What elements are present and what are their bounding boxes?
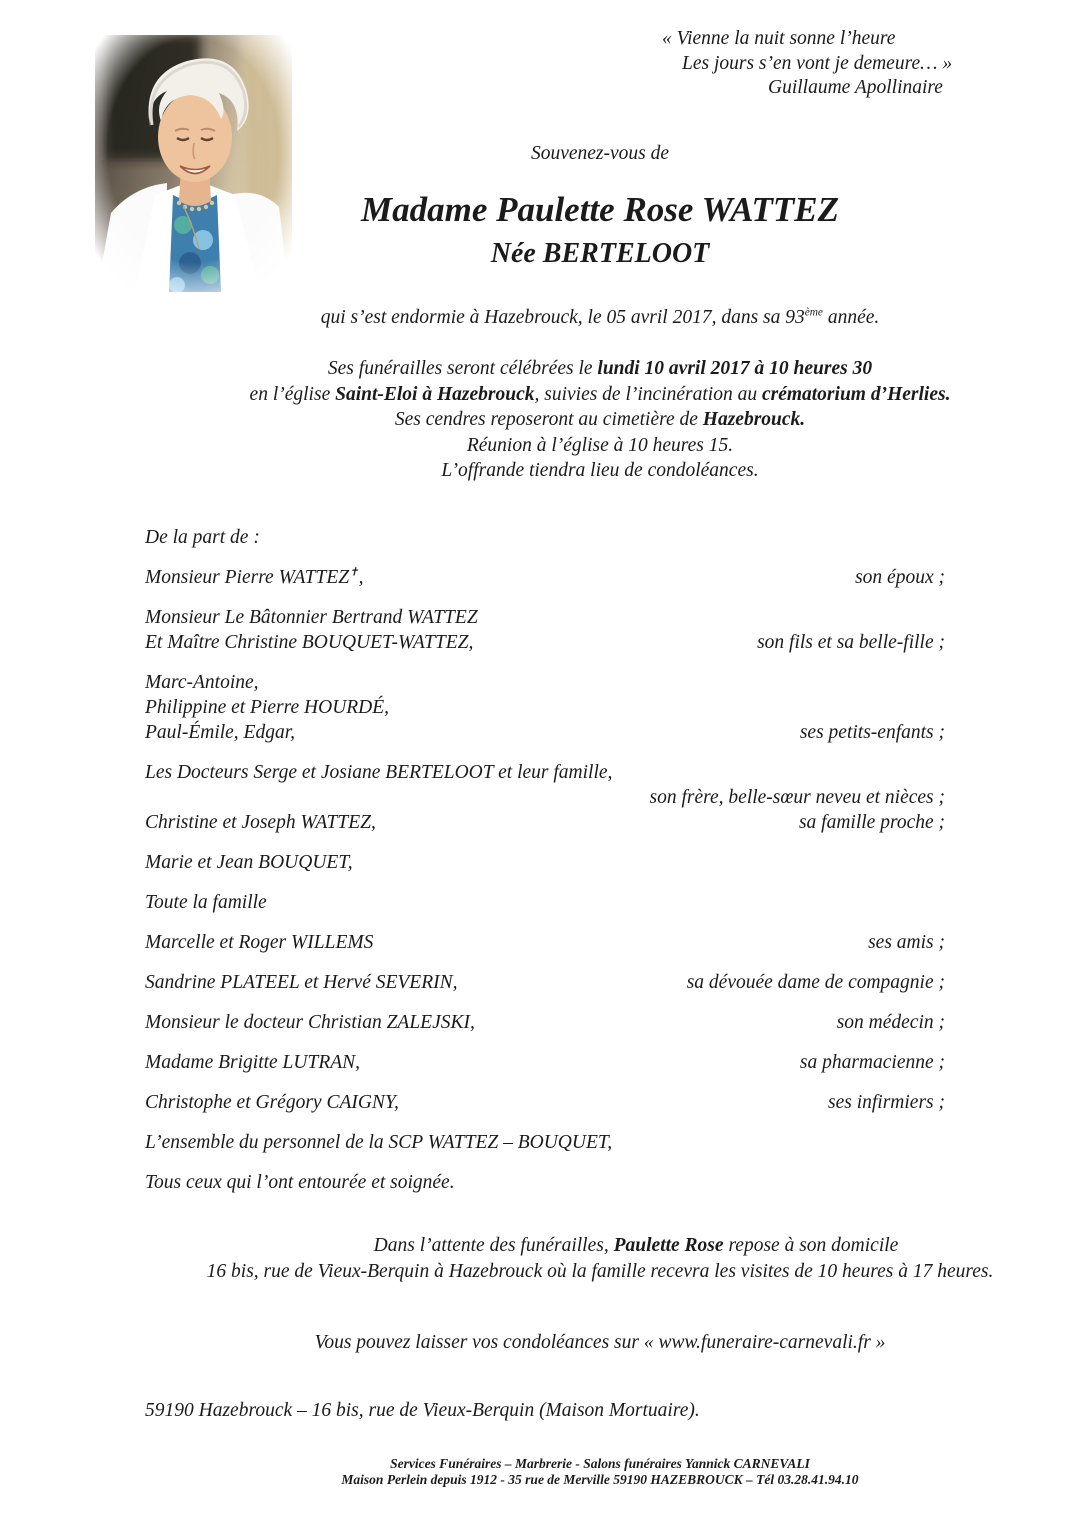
funeral-text: en l’église — [249, 383, 336, 405]
funeral-home-footer — [145, 1456, 1055, 1488]
family-row-nurses — [145, 1090, 945, 1115]
death-notice — [145, 305, 1055, 330]
punctuation: , — [358, 566, 364, 588]
family-row-caregivers: Tous ceux qui l’ont entourée et soignée. — [145, 1171, 455, 1193]
wake-text: Dans l’attente des funérailles, — [373, 1234, 614, 1256]
family-name: Monsieur Le Bâtonnier Bertrand WATTEZ — [145, 606, 478, 628]
family-name: Monsieur le docteur Christian ZALEJSKI, — [145, 1011, 475, 1033]
funeral-text: , suivies de l’incinération au — [534, 383, 762, 405]
family-name-line — [145, 720, 945, 745]
funeral-date: lundi 10 avril 2017 à 10 heures 30 — [597, 358, 873, 379]
family-name-line — [145, 630, 945, 655]
maiden-name: Née BERTELOOT — [490, 238, 710, 269]
family-row-siblings — [145, 760, 945, 835]
deceased-name: Madame Paulette Rose WATTEZ — [360, 190, 839, 229]
intro-text: Souvenez-vous de — [530, 143, 670, 164]
funeral-line-2 — [145, 382, 1055, 408]
condolences-notice: Vous pouvez laisser vos condoléances sur « www.funeraire-carnevali.fr » — [314, 1331, 886, 1353]
family-row-whole-family: Toute la famille — [145, 891, 267, 913]
husband-name: Monsieur Pierre WATTEZ — [145, 566, 350, 588]
death-text: qui s’est endormie à Hazebrouck, le 05 avril 2017, dans sa 93 — [320, 307, 805, 328]
family-header: De la part de : — [145, 526, 260, 548]
funeral-line-1 — [145, 356, 1055, 382]
family-name: Et Maître Christine BOUQUET-WATTEZ, — [145, 631, 474, 653]
quote-line-1: « Vienne la nuit sonne l’heure — [662, 28, 896, 49]
death-text-end: année. — [822, 307, 880, 328]
family-name: Paul-Émile, Edgar, — [145, 721, 296, 743]
footer-line-2: Maison Perlein depuis 1912 - 35 rue de Merville 59190 HAZEBROUCK – Tél 03.28.41.94.10 — [341, 1471, 859, 1487]
family-relation: sa dévouée dame de compagnie ; — [686, 971, 945, 993]
crematorium-name: crématorium d’Herlies. — [761, 383, 951, 405]
funeral-line-4: Réunion à l’église à 10 heures 15. — [466, 434, 734, 456]
funeral-line-3 — [145, 407, 1055, 433]
deceased-first-name: Paulette Rose — [613, 1234, 724, 1256]
family-row-husband — [145, 565, 945, 590]
family-relation: ses infirmiers ; — [828, 1091, 945, 1113]
family-row-friends — [145, 930, 945, 955]
family-relation: sa famille proche ; — [798, 811, 945, 833]
family-name: Christophe et Grégory CAIGNY, — [145, 1091, 399, 1113]
family-name: Christine et Joseph WATTEZ, — [145, 811, 376, 833]
mortuary-address: 59190 Hazebrouck – 16 bis, rue de Vieux-Berquin (Maison Mortuaire). — [145, 1399, 700, 1421]
footer-line-1: Services Funéraires – Marbrerie - Salons funéraires Yannick CARNEVALI — [390, 1455, 810, 1471]
family-name-line — [145, 810, 945, 835]
family-name: Marcelle et Roger WILLEMS — [145, 931, 374, 953]
family-relation: ses amis ; — [868, 931, 945, 953]
funeral-text: Ses cendres reposeront au cimetière de — [394, 409, 703, 430]
family-name: Madame Brigitte LUTRAN, — [145, 1051, 361, 1073]
quote-line-2: Les jours s’en vont je demeure… » — [682, 52, 953, 74]
family-row-son — [145, 605, 945, 655]
family-relation: son époux ; — [855, 566, 945, 588]
family-name: Marc-Antoine, — [145, 671, 259, 693]
family-row-bouquet: Marie et Jean BOUQUET, — [145, 851, 353, 873]
family-name: Sandrine PLATEEL et Hervé SEVERIN, — [145, 971, 458, 993]
wake-text: repose à son domicile — [723, 1234, 899, 1256]
funeral-line-5: L’offrande tiendra lieu de condoléances. — [441, 460, 759, 481]
family-relation: son fils et sa belle-fille ; — [757, 631, 945, 653]
church-name: Saint-Eloi à Hazebrouck — [335, 383, 535, 405]
family-row-pharmacist — [145, 1050, 945, 1075]
family-row-staff: L’ensemble du personnel de la SCP WATTEZ – BOUQUET, — [145, 1131, 613, 1153]
family-row-companion — [145, 970, 945, 995]
funeral-text: Ses funérailles seront célébrées le — [327, 358, 598, 379]
family-relation: son médecin ; — [836, 1011, 945, 1033]
quote-author: Guillaume Apollinaire — [768, 77, 943, 98]
wake-line-2: 16 bis, rue de Vieux-Berquin à Hazebrouck où la famille recevra les visites de 10 heures à 17 heures. — [206, 1260, 994, 1282]
wake-notice — [145, 1233, 1055, 1285]
ordinal-superscript: ème — [804, 306, 823, 319]
family-name: Philippine et Pierre HOURDÉ, — [145, 696, 390, 718]
family-name — [145, 565, 363, 590]
family-row-grandchildren — [145, 670, 945, 745]
family-row-doctor — [145, 1010, 945, 1035]
deceased-cross-icon: ✝ — [349, 566, 359, 578]
wake-line-1 — [145, 1233, 1055, 1259]
family-relation: son frère, belle-sœur neveu et nièces ; — [649, 786, 945, 808]
cemetery-name: Hazebrouck. — [702, 409, 806, 430]
funeral-details — [145, 356, 1055, 484]
family-relation: sa pharmacienne ; — [799, 1051, 945, 1073]
family-relation: ses petits-enfants ; — [799, 721, 945, 743]
family-name: Les Docteurs Serge et Josiane BERTELOOT et leur famille, — [145, 761, 613, 783]
family-list — [145, 525, 1055, 1195]
